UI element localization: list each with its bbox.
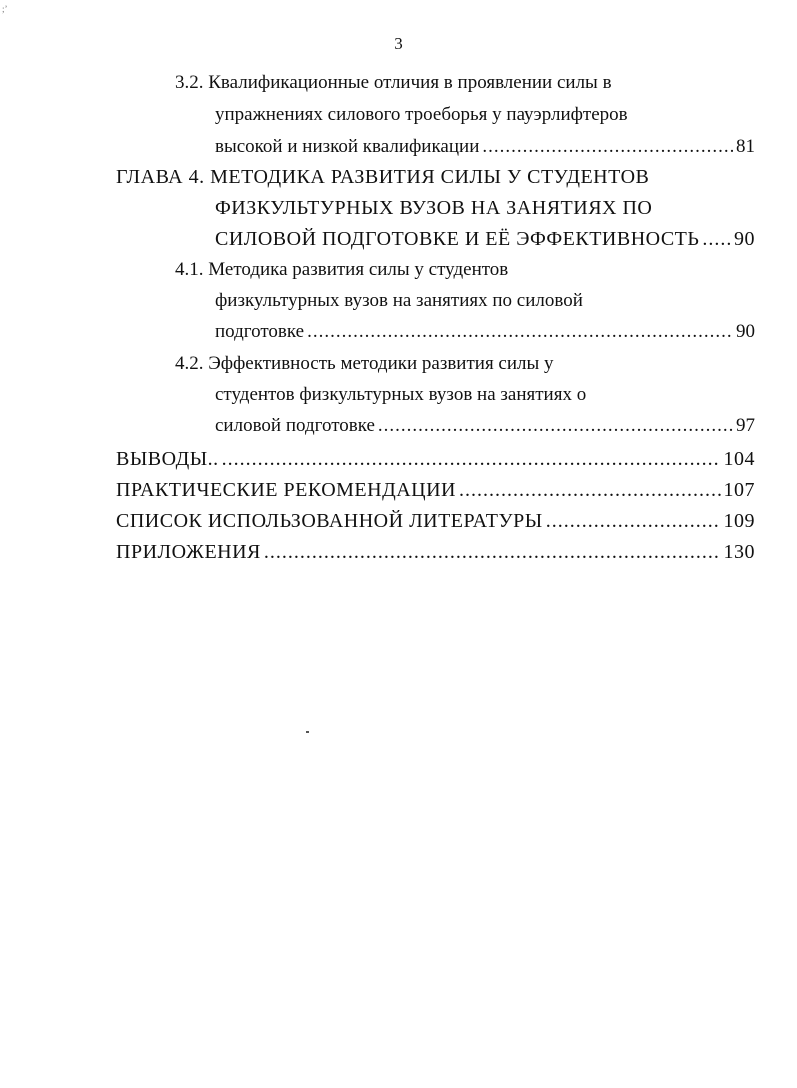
toc-page-number: 97 bbox=[736, 415, 755, 436]
toc-entry-line: ГЛАВА 4. МЕТОДИКА РАЗВИТИЯ СИЛЫ У СТУДЕНТОВ bbox=[116, 166, 650, 188]
toc-entry-line bbox=[116, 446, 755, 472]
toc-entry-line bbox=[116, 477, 755, 503]
toc-entry-line bbox=[116, 539, 755, 565]
toc-page-number: 130 bbox=[723, 541, 755, 563]
dot-leader bbox=[264, 539, 721, 565]
toc-entry-title: ВЫВОДЫ.. bbox=[116, 448, 219, 470]
scan-artifact: ;’ bbox=[2, 4, 8, 14]
toc-entry-line: ФИЗКУЛЬТУРНЫХ ВУЗОВ НА ЗАНЯТИЯХ ПО bbox=[215, 197, 653, 219]
toc-entry-chapter-4 bbox=[116, 164, 755, 254]
dot-leader bbox=[702, 226, 731, 252]
toc-page-number: 81 bbox=[736, 136, 755, 157]
toc-entry-conclusions bbox=[116, 446, 755, 474]
toc-entry-line bbox=[215, 319, 755, 345]
toc-entry-line bbox=[215, 134, 755, 160]
toc-entry-line bbox=[215, 226, 755, 252]
toc-page-number: 109 bbox=[723, 510, 755, 532]
dot-leader bbox=[378, 413, 733, 439]
dot-leader bbox=[546, 508, 721, 534]
toc-entry-line: 4.2. Эффективность методики развития силы у bbox=[175, 353, 554, 374]
toc-entry-line: физкультурных вузов на занятиях по силовой bbox=[215, 290, 583, 311]
toc-page-number: 90 bbox=[734, 228, 755, 250]
toc-entry-appendices bbox=[116, 539, 755, 567]
page-number: 3 bbox=[394, 34, 403, 53]
dot-leader bbox=[307, 319, 733, 345]
toc-page-number: 107 bbox=[723, 479, 755, 501]
toc-entry-recommendations bbox=[116, 477, 755, 505]
toc-entry-title: СПИСОК ИСПОЛЬЗОВАННОЙ ЛИТЕРАТУРЫ bbox=[116, 510, 543, 532]
toc-entry-title-end: подготовке bbox=[215, 321, 305, 342]
toc-entry-bibliography bbox=[116, 508, 755, 536]
toc-entry-line: 3.2. Квалификационные отличия в проявлении силы в bbox=[175, 72, 612, 93]
toc-entry-line: упражнениях силового троеборья у пауэрлифтеров bbox=[215, 104, 628, 125]
toc-entry-title: ПРАКТИЧЕСКИЕ РЕКОМЕНДАЦИИ bbox=[116, 479, 456, 501]
toc-entry-3-2 bbox=[175, 70, 755, 160]
toc-entry-title-end: высокой и низкой квалификации bbox=[215, 136, 480, 157]
toc-entry-title-end: СИЛОВОЙ ПОДГОТОВКЕ И ЕЁ ЭФФЕКТИВНОСТЬ bbox=[215, 228, 700, 250]
toc-entry-line: 4.1. Методика развития силы у студентов bbox=[175, 259, 509, 280]
dot-leader bbox=[459, 477, 721, 503]
toc-entry-title: ПРИЛОЖЕНИЯ bbox=[116, 541, 261, 563]
toc-entry-line bbox=[116, 508, 755, 534]
toc-entry-line bbox=[215, 413, 755, 439]
scan-speck bbox=[306, 731, 309, 733]
toc-entry-4-2 bbox=[175, 351, 755, 441]
toc-entry-line: студентов физкультурных вузов на занятиях о bbox=[215, 384, 587, 405]
toc-page-number: 90 bbox=[736, 321, 755, 342]
toc-page-number: 104 bbox=[723, 448, 755, 470]
dot-leader bbox=[222, 446, 721, 472]
toc-entry-title-end: силовой подготовке bbox=[215, 415, 375, 436]
toc-entry-4-1 bbox=[175, 257, 755, 347]
dot-leader bbox=[482, 134, 733, 160]
